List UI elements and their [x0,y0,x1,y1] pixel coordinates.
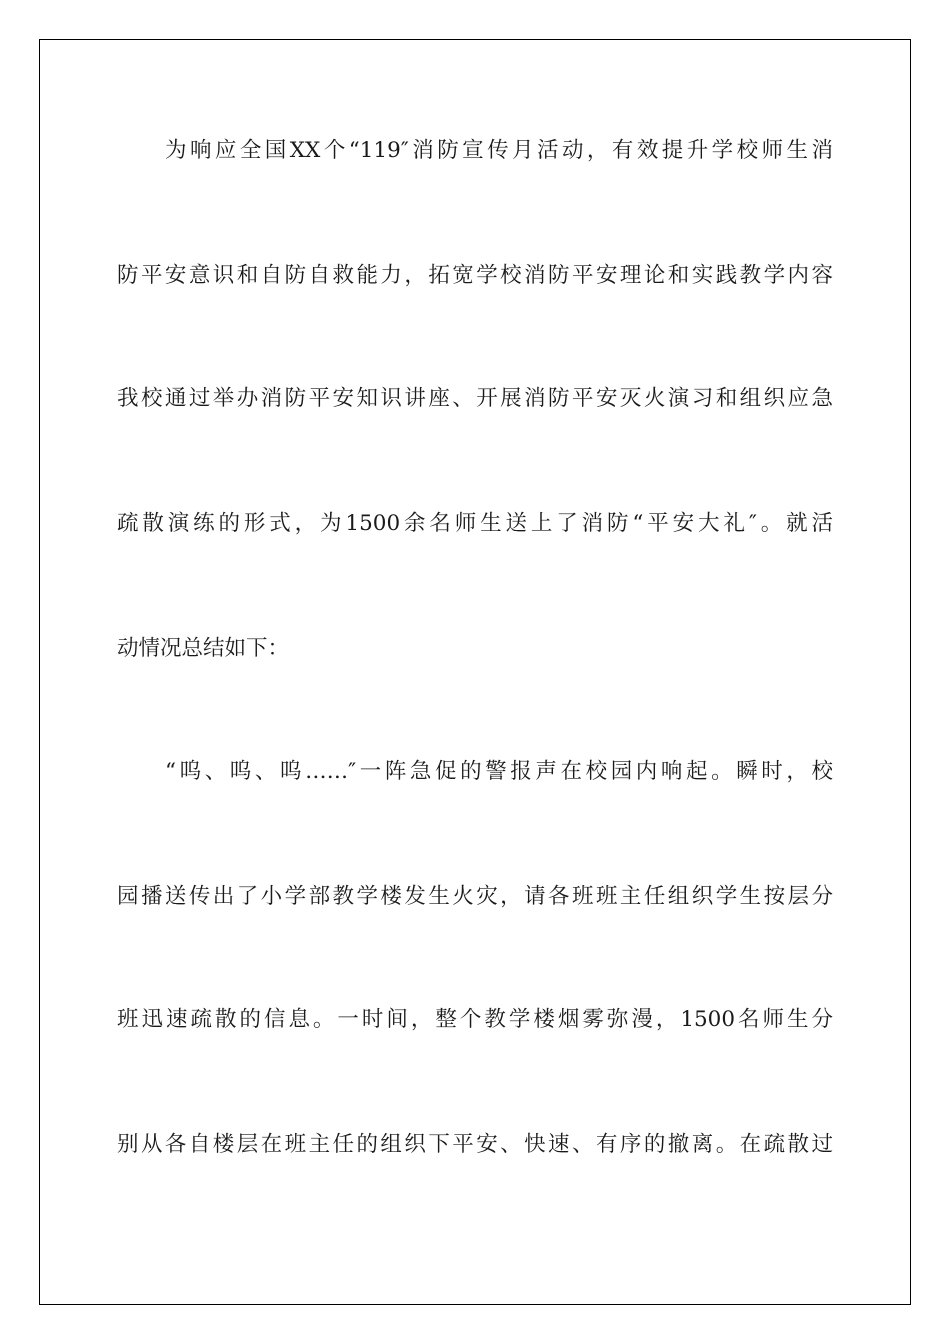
page-border [39,39,911,1305]
text-line: 我校通过举办消防平安知识讲座、开展消防平安灭火演习和组织应急 [117,386,833,411]
text-line: 动情况总结如下： [117,636,290,661]
text-line: 为响应全国XX个“119″消防宣传月活动，有效提升学校师生消 [165,138,833,163]
text-line: 疏散演练的形式，为1500余名师生送上了消防“平安大礼″。就活 [117,511,833,536]
text-line: 园播送传出了小学部教学楼发生火灾，请各班班主任组织学生按层分 [117,884,833,909]
text-line: 别从各自楼层在班主任的组织下平安、快速、有序的撤离。在疏散过 [117,1132,833,1157]
text-line: “呜、呜、呜……″一阵急促的警报声在校园内响起。瞬时，校 [165,759,833,784]
text-line: 防平安意识和自防自救能力，拓宽学校消防平安理论和实践教学内容 [117,263,833,288]
text-line: 班迅速疏散的信息。一时间，整个教学楼烟雾弥漫，1500名师生分 [117,1007,833,1032]
